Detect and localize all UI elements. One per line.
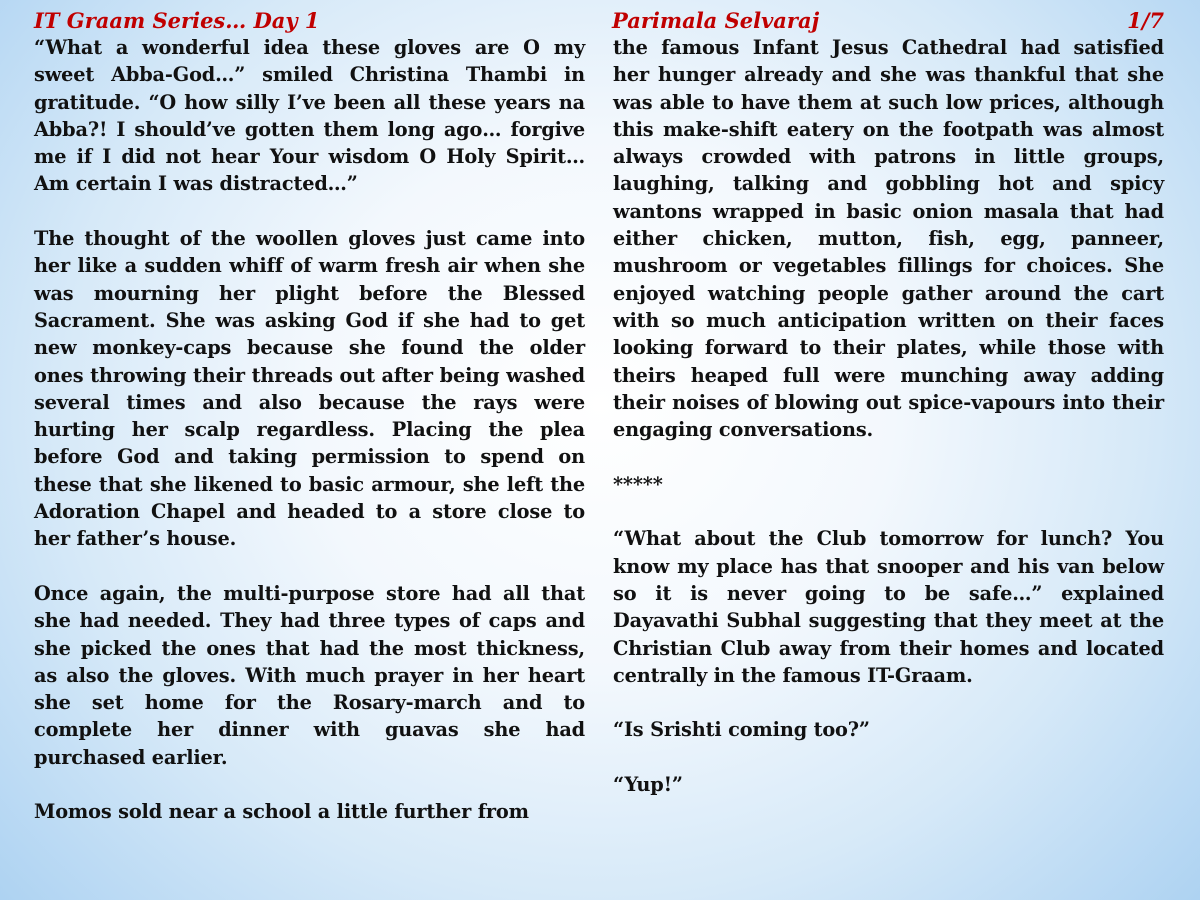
- paragraph: “Yup!”: [613, 773, 683, 797]
- paragraph: “Is Srishti coming too?”: [613, 718, 870, 742]
- paragraph: “What about the Club tomorrow for lunch? You know my place has that snooper and his van below so it is never going to be safe…” explained Dayavathi Subhal suggesting that they meet at the Christian Club away from their homes and located centrally in the famous IT-Graam.: [613, 527, 1164, 687]
- author-name: Parimala Selvaraj: [612, 8, 820, 33]
- left-column: [34, 34, 585, 826]
- paragraph: the famous Infant Jesus Cathedral had satisfied her hunger already and she was thankful that she was able to have them at such low prices, although this make-shift eatery on the footpath was almost always crowded with patrons in little groups, laughing, talking and gobbling hot and spicy wantons wrapped in basic onion masala that had either chicken, mutton, fish, egg, panneer, mushroom or vegetables fillings for choices. She enjoyed watching people gather around the cart with so much anticipation written on their faces looking forward to their plates, while those with theirs heaped full were munching away adding their noises of blowing out spice-vapours into their engaging conversations.: [613, 36, 1164, 442]
- paragraph: The thought of the woollen gloves just came into her like a sudden whiff of warm fresh air when she was mourning her plight before the Blessed Sacrament. She was asking God if she had to get new monkey-caps because she found the older ones throwing their threads out after being washed several times and also because the rays were hurting her scalp regardless. Placing the plea before God and taking permission to spend on these that she likened to basic armour, she left the Adoration Chapel and headed to a store close to her father’s house.: [34, 227, 585, 551]
- paragraph: Once again, the multi-purpose store had all that she had needed. They had three types of caps and she picked the ones that had the most thickness, as also the gloves. With much prayer in her heart she set home for the Rosary-march and to complete her dinner with guavas she had purchased earlier.: [34, 581, 585, 769]
- section-separator: *****: [613, 472, 663, 496]
- paragraph: Momos sold near a school a little further from: [34, 800, 529, 824]
- page-header: [0, 8, 1200, 36]
- right-column: [613, 34, 1164, 798]
- series-title: IT Graam Series… Day 1: [34, 8, 320, 33]
- paragraph: “What a wonderful idea these gloves are O my sweet Abba-God…” smiled Christina Thambi in gratitude. “O how silly I’ve been all these years na Abba?! I should’ve gotten them long ago… forgive me if I did not hear Your wisdom O Holy Spirit… Am certain I was distracted…”: [34, 36, 585, 196]
- page-number: 1/7: [1127, 8, 1164, 33]
